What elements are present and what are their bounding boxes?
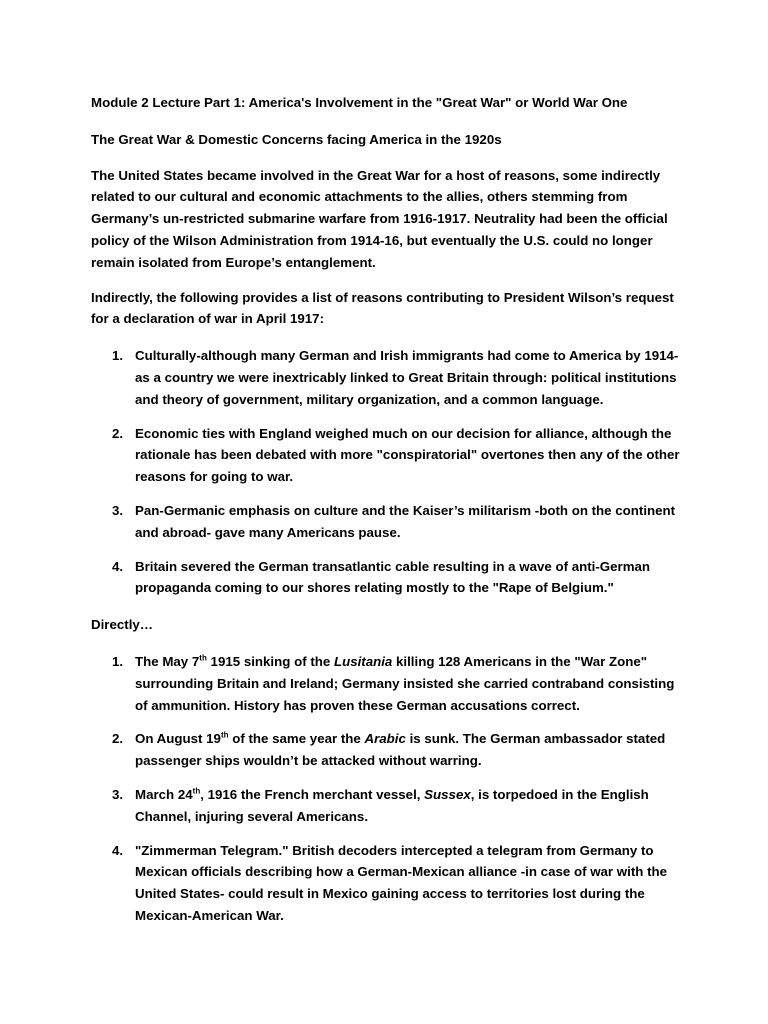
list-item: [91, 345, 681, 410]
ordinal-suffix: th: [220, 730, 229, 740]
list-number: 3.: [112, 786, 124, 802]
indirect-reasons-list: [91, 345, 681, 599]
text-run: March 24: [135, 786, 193, 802]
document-subtitle: The Great War & Domestic Concerns facing America in the 1920s: [91, 131, 502, 147]
text-run: The May 7: [135, 653, 200, 669]
list-number: 3.: [112, 502, 124, 518]
ship-name: Lusitania: [333, 653, 393, 669]
list-number: 2.: [112, 731, 124, 747]
list-text: Culturally-although many German and Irish immigrants had come to America by 1914- as a country we were inextricably linked to Great Britain through: political institutions and theory of government, military organization, and a common language.: [135, 348, 679, 407]
list-number: 1.: [112, 653, 124, 669]
ship-name: Sussex: [424, 786, 471, 802]
text-run: On August 19: [135, 731, 221, 747]
list-text: [135, 651, 681, 716]
text-run: killing 128 Americans in the "War Zone" surrounding Britain and Ireland; Germany insisted she carried contraband consisting of ammunition. History has proven these German accusations correct.: [135, 653, 675, 713]
list-number: 2.: [112, 425, 124, 441]
indirect-lead-paragraph: Indirectly, the following provides a list of reasons contributing to President Wilson’s request for a declaration of war in April 1917:: [91, 289, 674, 327]
text-run: "Zimmerman Telegram." British decoders intercepted a telegram from Germany to Mexican officials describing how a German-Mexican alliance -in case of war with the United States- could result in Mexico gaining access to territories lost during the Mexican-American War.: [135, 842, 668, 923]
list-text: [135, 784, 681, 828]
text-run: , is torpedoed in the English Channel, injuring several Americans.: [135, 786, 649, 824]
directly-label: Directly…: [91, 617, 154, 633]
direct-reasons-list: [91, 651, 681, 927]
list-number: 4.: [112, 558, 124, 574]
intro-paragraph: The United States became involved in the Great War for a host of reasons, some indirectly related to our cultural and economic attachments to the allies, others stemming from Germany’s un-restricted submarine warfare from 1916-1917. Neutrality had been the official policy of the Wilson Administration from 1914-16, but eventually the U.S. could no longer remain isolated from Europe’s entanglement.: [91, 167, 668, 270]
ordinal-suffix: th: [199, 653, 207, 663]
list-text: Economic ties with England weighed much on our decision for alliance, although the rationale has been debated with more "conspiratorial" overtones then any of the other reasons for going to war.: [135, 425, 680, 485]
list-text: [135, 728, 681, 772]
list-item: [91, 556, 681, 600]
list-item: [91, 784, 681, 828]
text-run: is sunk. The German ambassador stated passenger ships wouldn’t be attacked without warring.: [135, 731, 666, 769]
list-item: [91, 423, 681, 488]
list-item: [91, 840, 681, 927]
ship-name: Arabic: [364, 731, 406, 747]
document-page: [91, 92, 681, 927]
ordinal-suffix: th: [192, 786, 201, 796]
list-number: 1.: [112, 348, 124, 364]
list-text: [135, 840, 681, 927]
list-item: [91, 728, 681, 772]
text-run: 1915 sinking of the: [206, 653, 334, 669]
list-item: [91, 651, 681, 716]
list-number: 4.: [112, 842, 124, 858]
document-title: Module 2 Lecture Part 1: America's Involvement in the "Great War" or World War One: [91, 95, 628, 110]
list-item: [91, 500, 681, 544]
list-text: Pan-Germanic emphasis on culture and the Kaiser’s militarism -both on the continent and abroad- gave many Americans pause.: [135, 502, 676, 540]
text-run: , 1916 the French merchant vessel,: [200, 786, 425, 802]
text-run: of the same year the: [228, 731, 365, 747]
list-text: Britain severed the German transatlantic cable resulting in a wave of anti-German propaganda coming to our shores relating mostly to the "Rape of Belgium.": [135, 558, 651, 596]
